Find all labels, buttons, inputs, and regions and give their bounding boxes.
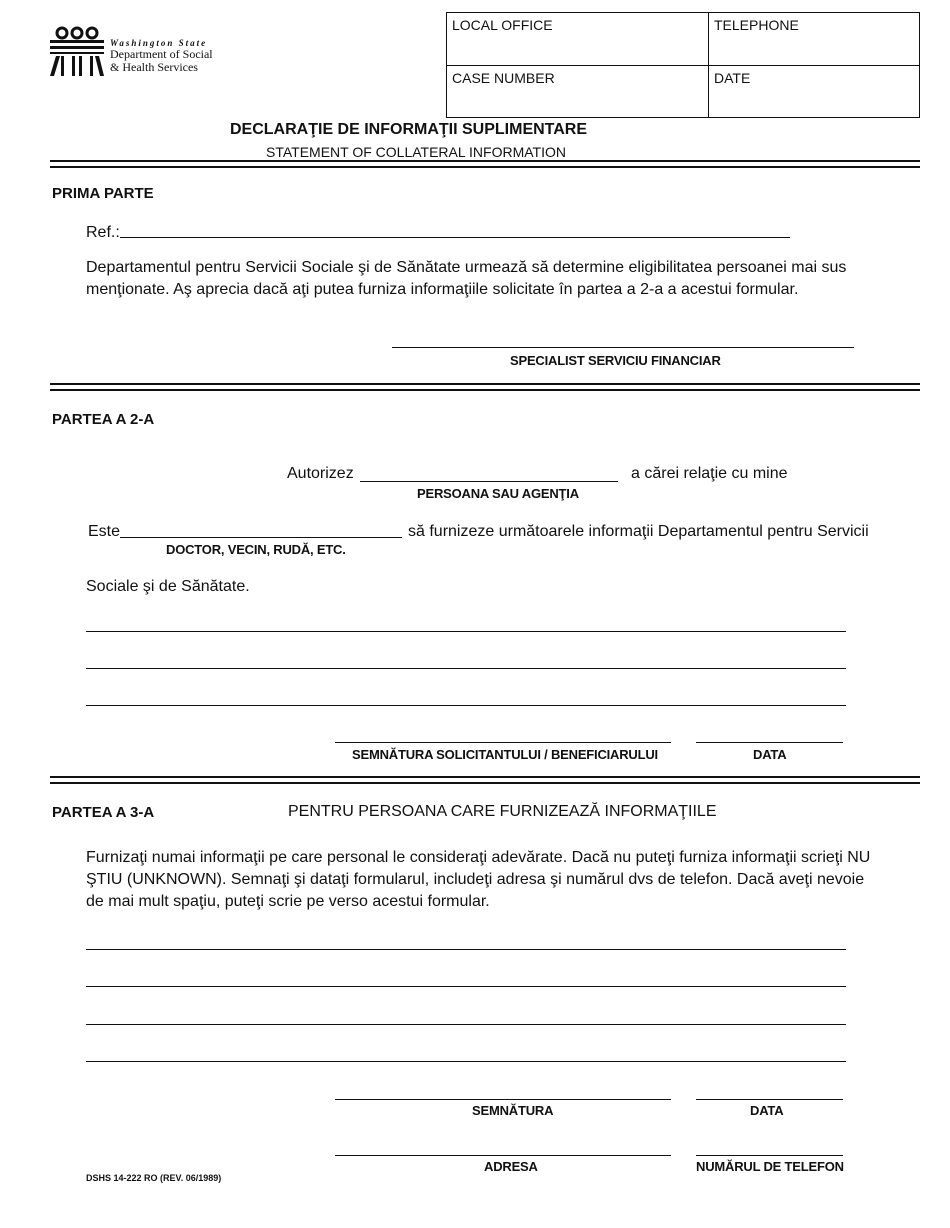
information-line[interactable] [86,705,846,706]
applicant-signature-caption: SEMNĂTURA SOLICITANTULUI / BENEFICIARULUI [352,747,658,762]
provided-information-line[interactable] [86,1061,846,1062]
person-or-agency-input[interactable] [360,481,618,482]
relationship-input[interactable] [120,537,402,538]
authorize-text: Autorizez [287,465,354,482]
applicant-signature-line[interactable] [335,742,671,743]
part1-paragraph-line1: Departamentul pentru Servicii Sociale şi de Sănătate urmează să determine eligibilitatea persoanei mai sus [86,259,847,276]
address-line[interactable] [335,1155,671,1156]
relationship-caption: DOCTOR, VECIN, RUDĂ, ETC. [166,542,346,557]
part3-subheading: PENTRU PERSOANA CARE FURNIZEAZĂ INFORMAŢIILE [288,803,717,820]
date-label: DATE [714,70,751,86]
ref-label: Ref.: [86,224,120,241]
local-office-field[interactable] [447,13,709,66]
telephone-label: TELEPHONE [714,17,799,33]
ref-input[interactable] [120,237,790,238]
part1-paragraph-line2: menţionate. Aş aprecia dacă aţi putea furniza informaţiile solicitate în partea a 2-a a acestui formular. [86,281,799,298]
form-number: DSHS 14-222 RO (REV. 06/1989) [86,1173,222,1183]
case-number-label: CASE NUMBER [452,70,555,86]
part3-paragraph-line2: ŞTIU (UNKNOWN). Semnaţi şi dataţi formularul, includeţi adresa şi numărul dvs de telefon. Dacă aveţi nevoie [86,871,865,888]
dshs-logo [48,26,106,83]
este-text: Este [88,523,121,540]
divider [50,776,920,784]
information-line[interactable] [86,631,846,632]
divider [50,160,920,168]
part3-paragraph-line1: Furnizaţi numai informaţii pe care personal le consideraţi adevărate. Dacă nu puteţi furniza informaţii scrieţi NU [86,849,871,866]
part3-date-caption: DATA [750,1103,784,1118]
part3-heading: PARTEA A 3-A [52,804,155,821]
provider-signature-line[interactable] [335,1099,671,1100]
date-field[interactable] [709,66,919,117]
part1-heading: PRIMA PARTE [52,185,154,202]
part2-heading: PARTEA A 2-A [52,411,155,428]
agency-name-line1: Department of Social [110,47,213,61]
relation-text: a cărei relaţie cu mine [631,465,788,482]
office-info-box [446,12,920,118]
provided-information-line[interactable] [86,949,846,950]
address-caption: ADRESA [484,1159,538,1174]
provided-information-line[interactable] [86,1024,846,1025]
telephone-field[interactable] [709,13,919,66]
form-title: DECLARAŢIE DE INFORMAŢII SUPLIMENTARE [230,121,588,138]
provided-information-line[interactable] [86,986,846,987]
person-or-agency-caption: PERSOANA SAU AGENŢIA [417,486,579,501]
phone-number-caption: NUMĂRUL DE TELEFON [696,1159,844,1174]
part3-date-line[interactable] [696,1099,843,1100]
furnizeze-text: să furnizeze următoarele informaţii Departamentul pentru Servicii [408,523,869,540]
sociale-text: Sociale şi de Sănătate. [86,578,250,595]
divider [50,383,920,391]
provider-signature-caption: SEMNĂTURA [472,1103,554,1118]
case-number-field[interactable] [447,66,709,117]
dshs-figures-icon [48,26,106,78]
part3-paragraph-line3: de mai mult spaţiu, puteţi scrie pe verso acestui formular. [86,893,490,910]
agency-state: Washington State [110,38,208,48]
financial-specialist-caption: SPECIALIST SERVICIU FINANCIAR [510,353,721,368]
phone-number-line[interactable] [696,1155,843,1156]
financial-specialist-signature-line[interactable] [392,347,854,348]
part2-date-line[interactable] [696,742,843,743]
agency-name-line2: & Health Services [110,60,198,74]
agency-name [110,38,213,74]
form-subtitle: STATEMENT OF COLLATERAL INFORMATION [266,144,566,160]
information-line[interactable] [86,668,846,669]
part2-date-caption: DATA [753,747,787,762]
local-office-label: LOCAL OFFICE [452,17,553,33]
